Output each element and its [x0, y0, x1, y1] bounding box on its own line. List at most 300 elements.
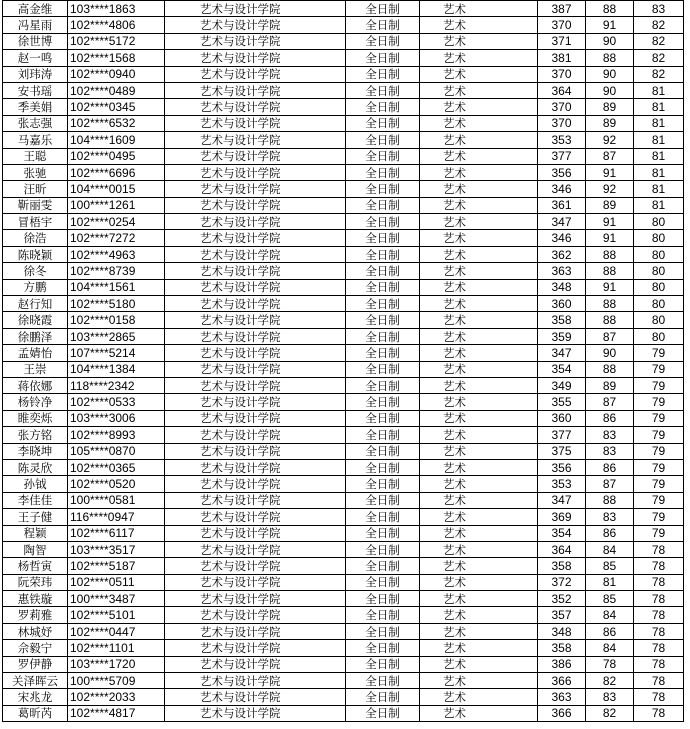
study-mode-cell: 全日制 [346, 50, 420, 66]
table-row [3, 246, 684, 262]
field-cell: 艺术 [420, 705, 538, 721]
score-b-cell: 91 [586, 17, 634, 33]
id-cell: 103****1863 [68, 1, 165, 17]
score-b-cell: 82 [586, 705, 634, 721]
id-cell: 102****0533 [68, 394, 165, 410]
score-c-cell: 81 [634, 132, 684, 148]
table-row [3, 377, 684, 393]
name-cell: 林城妤 [3, 623, 68, 639]
score-c-cell: 80 [634, 214, 684, 230]
score-c-cell: 79 [634, 443, 684, 459]
id-cell: 102****2033 [68, 689, 165, 705]
college-cell: 艺术与设计学院 [165, 66, 346, 82]
field-cell: 艺术 [420, 673, 538, 689]
score-c-cell: 80 [634, 312, 684, 328]
field-cell: 艺术 [420, 296, 538, 312]
table-row [3, 132, 684, 148]
table-row [3, 230, 684, 246]
total-score-cell: 363 [538, 689, 586, 705]
total-score-cell: 347 [538, 214, 586, 230]
name-cell: 冯星雨 [3, 17, 68, 33]
score-c-cell: 81 [634, 181, 684, 197]
study-mode-cell: 全日制 [346, 640, 420, 656]
table-row [3, 82, 684, 98]
score-b-cell: 92 [586, 181, 634, 197]
college-cell: 艺术与设计学院 [165, 164, 346, 180]
college-cell: 艺术与设计学院 [165, 591, 346, 607]
total-score-cell: 369 [538, 509, 586, 525]
score-b-cell: 91 [586, 230, 634, 246]
college-cell: 艺术与设计学院 [165, 656, 346, 672]
study-mode-cell: 全日制 [346, 312, 420, 328]
id-cell: 104****1384 [68, 361, 165, 377]
score-c-cell: 81 [634, 148, 684, 164]
score-b-cell: 90 [586, 82, 634, 98]
study-mode-cell: 全日制 [346, 541, 420, 557]
total-score-cell: 347 [538, 492, 586, 508]
college-cell: 艺术与设计学院 [165, 558, 346, 574]
score-c-cell: 80 [634, 296, 684, 312]
college-cell: 艺术与设计学院 [165, 607, 346, 623]
college-cell: 艺术与设计学院 [165, 82, 346, 98]
field-cell: 艺术 [420, 394, 538, 410]
field-cell: 艺术 [420, 230, 538, 246]
score-c-cell: 78 [634, 574, 684, 590]
field-cell: 艺术 [420, 558, 538, 574]
study-mode-cell: 全日制 [346, 558, 420, 574]
name-cell: 徐浩 [3, 230, 68, 246]
total-score-cell: 371 [538, 33, 586, 49]
study-mode-cell: 全日制 [346, 328, 420, 344]
study-mode-cell: 全日制 [346, 263, 420, 279]
field-cell: 艺术 [420, 181, 538, 197]
study-mode-cell: 全日制 [346, 181, 420, 197]
field-cell: 艺术 [420, 492, 538, 508]
name-cell: 靳丽雯 [3, 197, 68, 213]
field-cell: 艺术 [420, 17, 538, 33]
name-cell: 季美娟 [3, 99, 68, 115]
name-cell: 罗莉雅 [3, 607, 68, 623]
table-row [3, 509, 684, 525]
score-b-cell: 84 [586, 640, 634, 656]
score-b-cell: 88 [586, 361, 634, 377]
score-b-cell: 88 [586, 246, 634, 262]
total-score-cell: 364 [538, 82, 586, 98]
college-cell: 艺术与设计学院 [165, 623, 346, 639]
id-cell: 102****0158 [68, 312, 165, 328]
score-c-cell: 80 [634, 328, 684, 344]
study-mode-cell: 全日制 [346, 279, 420, 295]
study-mode-cell: 全日制 [346, 66, 420, 82]
id-cell: 102****0345 [68, 99, 165, 115]
field-cell: 艺术 [420, 574, 538, 590]
college-cell: 艺术与设计学院 [165, 673, 346, 689]
total-score-cell: 364 [538, 541, 586, 557]
total-score-cell: 346 [538, 230, 586, 246]
id-cell: 118****2342 [68, 377, 165, 393]
name-cell: 陈灵欣 [3, 459, 68, 475]
college-cell: 艺术与设计学院 [165, 33, 346, 49]
score-b-cell: 83 [586, 427, 634, 443]
study-mode-cell: 全日制 [346, 82, 420, 98]
field-cell: 艺术 [420, 476, 538, 492]
table-row [3, 214, 684, 230]
table-row [3, 164, 684, 180]
score-c-cell: 81 [634, 164, 684, 180]
score-b-cell: 87 [586, 394, 634, 410]
name-cell: 杨铃净 [3, 394, 68, 410]
college-cell: 艺术与设计学院 [165, 328, 346, 344]
total-score-cell: 358 [538, 312, 586, 328]
study-mode-cell: 全日制 [346, 394, 420, 410]
score-b-cell: 92 [586, 132, 634, 148]
total-score-cell: 356 [538, 164, 586, 180]
college-cell: 艺术与设计学院 [165, 115, 346, 131]
field-cell: 艺术 [420, 164, 538, 180]
total-score-cell: 355 [538, 394, 586, 410]
name-cell: 李佳佳 [3, 492, 68, 508]
score-b-cell: 90 [586, 345, 634, 361]
total-score-cell: 358 [538, 558, 586, 574]
id-cell: 103****3517 [68, 541, 165, 557]
score-c-cell: 79 [634, 345, 684, 361]
total-score-cell: 359 [538, 328, 586, 344]
field-cell: 艺术 [420, 132, 538, 148]
score-b-cell: 86 [586, 459, 634, 475]
total-score-cell: 357 [538, 607, 586, 623]
study-mode-cell: 全日制 [346, 492, 420, 508]
study-mode-cell: 全日制 [346, 459, 420, 475]
score-b-cell: 89 [586, 115, 634, 131]
score-b-cell: 88 [586, 50, 634, 66]
score-c-cell: 79 [634, 476, 684, 492]
field-cell: 艺术 [420, 525, 538, 541]
id-cell: 100****3487 [68, 591, 165, 607]
id-cell: 102****6696 [68, 164, 165, 180]
table-row [3, 427, 684, 443]
name-cell: 杨哲寅 [3, 558, 68, 574]
college-cell: 艺术与设计学院 [165, 541, 346, 557]
college-cell: 艺术与设计学院 [165, 689, 346, 705]
study-mode-cell: 全日制 [346, 607, 420, 623]
total-score-cell: 353 [538, 132, 586, 148]
college-cell: 艺术与设计学院 [165, 394, 346, 410]
field-cell: 艺术 [420, 689, 538, 705]
college-cell: 艺术与设计学院 [165, 214, 346, 230]
field-cell: 艺术 [420, 410, 538, 426]
score-b-cell: 87 [586, 328, 634, 344]
college-cell: 艺术与设计学院 [165, 574, 346, 590]
field-cell: 艺术 [420, 33, 538, 49]
score-b-cell: 81 [586, 574, 634, 590]
college-cell: 艺术与设计学院 [165, 459, 346, 475]
table-row [3, 705, 684, 721]
score-b-cell: 78 [586, 656, 634, 672]
total-score-cell: 370 [538, 115, 586, 131]
name-cell: 蒋依娜 [3, 377, 68, 393]
total-score-cell: 348 [538, 279, 586, 295]
total-score-cell: 375 [538, 443, 586, 459]
score-b-cell: 88 [586, 296, 634, 312]
field-cell: 艺术 [420, 591, 538, 607]
study-mode-cell: 全日制 [346, 623, 420, 639]
table-row [3, 656, 684, 672]
id-cell: 105****0870 [68, 443, 165, 459]
table-row [3, 148, 684, 164]
id-cell: 103****1720 [68, 656, 165, 672]
study-mode-cell: 全日制 [346, 148, 420, 164]
name-cell: 方鹏 [3, 279, 68, 295]
id-cell: 102****4963 [68, 246, 165, 262]
table-row [3, 33, 684, 49]
total-score-cell: 377 [538, 427, 586, 443]
id-cell: 116****0947 [68, 509, 165, 525]
table-row [3, 476, 684, 492]
score-b-cell: 87 [586, 148, 634, 164]
total-score-cell: 352 [538, 591, 586, 607]
name-cell: 赵一鸣 [3, 50, 68, 66]
score-c-cell: 78 [634, 558, 684, 574]
score-c-cell: 81 [634, 115, 684, 131]
admission-score-table [2, 0, 684, 722]
name-cell: 陈晓颖 [3, 246, 68, 262]
total-score-cell: 354 [538, 361, 586, 377]
id-cell: 102****1101 [68, 640, 165, 656]
id-cell: 103****2865 [68, 328, 165, 344]
college-cell: 艺术与设计学院 [165, 279, 346, 295]
field-cell: 艺术 [420, 312, 538, 328]
study-mode-cell: 全日制 [346, 99, 420, 115]
college-cell: 艺术与设计学院 [165, 181, 346, 197]
study-mode-cell: 全日制 [346, 427, 420, 443]
table-row [3, 345, 684, 361]
study-mode-cell: 全日制 [346, 689, 420, 705]
id-cell: 104****0015 [68, 181, 165, 197]
name-cell: 张志强 [3, 115, 68, 131]
id-cell: 102****5172 [68, 33, 165, 49]
college-cell: 艺术与设计学院 [165, 246, 346, 262]
college-cell: 艺术与设计学院 [165, 148, 346, 164]
study-mode-cell: 全日制 [346, 17, 420, 33]
score-c-cell: 82 [634, 33, 684, 49]
total-score-cell: 372 [538, 574, 586, 590]
name-cell: 徐世博 [3, 33, 68, 49]
field-cell: 艺术 [420, 607, 538, 623]
table-row [3, 50, 684, 66]
total-score-cell: 358 [538, 640, 586, 656]
college-cell: 艺术与设计学院 [165, 705, 346, 721]
table-row [3, 689, 684, 705]
college-cell: 艺术与设计学院 [165, 263, 346, 279]
table-row [3, 312, 684, 328]
score-b-cell: 90 [586, 66, 634, 82]
total-score-cell: 361 [538, 197, 586, 213]
table-row [3, 525, 684, 541]
field-cell: 艺术 [420, 99, 538, 115]
study-mode-cell: 全日制 [346, 443, 420, 459]
name-cell: 王子健 [3, 509, 68, 525]
total-score-cell: 356 [538, 459, 586, 475]
field-cell: 艺术 [420, 656, 538, 672]
id-cell: 102****1568 [68, 50, 165, 66]
table-row [3, 17, 684, 33]
table-row [3, 99, 684, 115]
name-cell: 汪昕 [3, 181, 68, 197]
id-cell: 102****0489 [68, 82, 165, 98]
name-cell: 阮荣玮 [3, 574, 68, 590]
college-cell: 艺术与设计学院 [165, 99, 346, 115]
score-c-cell: 82 [634, 17, 684, 33]
id-cell: 103****3006 [68, 410, 165, 426]
score-c-cell: 78 [634, 656, 684, 672]
score-c-cell: 78 [634, 623, 684, 639]
study-mode-cell: 全日制 [346, 591, 420, 607]
table-row [3, 443, 684, 459]
total-score-cell: 360 [538, 410, 586, 426]
study-mode-cell: 全日制 [346, 33, 420, 49]
table-row [3, 361, 684, 377]
table-row [3, 328, 684, 344]
field-cell: 艺术 [420, 1, 538, 17]
id-cell: 102****8739 [68, 263, 165, 279]
name-cell: 李晓坤 [3, 443, 68, 459]
total-score-cell: 354 [538, 525, 586, 541]
score-c-cell: 78 [634, 591, 684, 607]
college-cell: 艺术与设计学院 [165, 525, 346, 541]
score-c-cell: 79 [634, 361, 684, 377]
total-score-cell: 348 [538, 623, 586, 639]
score-c-cell: 78 [634, 640, 684, 656]
name-cell: 葛昕芮 [3, 705, 68, 721]
table-row [3, 263, 684, 279]
total-score-cell: 349 [538, 377, 586, 393]
field-cell: 艺术 [420, 361, 538, 377]
name-cell: 高金维 [3, 1, 68, 17]
table-row [3, 459, 684, 475]
id-cell: 102****4817 [68, 705, 165, 721]
field-cell: 艺术 [420, 197, 538, 213]
score-c-cell: 80 [634, 230, 684, 246]
score-b-cell: 84 [586, 541, 634, 557]
name-cell: 安书瑶 [3, 82, 68, 98]
college-cell: 艺术与设计学院 [165, 361, 346, 377]
score-b-cell: 84 [586, 607, 634, 623]
score-b-cell: 83 [586, 689, 634, 705]
id-cell: 107****5214 [68, 345, 165, 361]
name-cell: 陶智 [3, 541, 68, 557]
college-cell: 艺术与设计学院 [165, 132, 346, 148]
id-cell: 100****5709 [68, 673, 165, 689]
study-mode-cell: 全日制 [346, 525, 420, 541]
field-cell: 艺术 [420, 82, 538, 98]
id-cell: 102****0495 [68, 148, 165, 164]
field-cell: 艺术 [420, 328, 538, 344]
table-row [3, 574, 684, 590]
college-cell: 艺术与设计学院 [165, 377, 346, 393]
college-cell: 艺术与设计学院 [165, 509, 346, 525]
score-c-cell: 79 [634, 394, 684, 410]
score-c-cell: 81 [634, 82, 684, 98]
field-cell: 艺术 [420, 427, 538, 443]
total-score-cell: 363 [538, 263, 586, 279]
total-score-cell: 353 [538, 476, 586, 492]
score-b-cell: 88 [586, 312, 634, 328]
table-row [3, 279, 684, 295]
name-cell: 冒梧宇 [3, 214, 68, 230]
study-mode-cell: 全日制 [346, 115, 420, 131]
id-cell: 102****4806 [68, 17, 165, 33]
college-cell: 艺术与设计学院 [165, 1, 346, 17]
score-c-cell: 78 [634, 673, 684, 689]
name-cell: 惠铁璇 [3, 591, 68, 607]
score-b-cell: 91 [586, 164, 634, 180]
study-mode-cell: 全日制 [346, 132, 420, 148]
college-cell: 艺术与设计学院 [165, 476, 346, 492]
name-cell: 赵行知 [3, 296, 68, 312]
score-b-cell: 83 [586, 509, 634, 525]
score-b-cell: 89 [586, 99, 634, 115]
total-score-cell: 347 [538, 345, 586, 361]
study-mode-cell: 全日制 [346, 230, 420, 246]
study-mode-cell: 全日制 [346, 361, 420, 377]
field-cell: 艺术 [420, 443, 538, 459]
id-cell: 102****0940 [68, 66, 165, 82]
name-cell: 关泽晖云 [3, 673, 68, 689]
score-c-cell: 81 [634, 197, 684, 213]
study-mode-cell: 全日制 [346, 377, 420, 393]
college-cell: 艺术与设计学院 [165, 640, 346, 656]
name-cell: 罗伊静 [3, 656, 68, 672]
score-b-cell: 88 [586, 1, 634, 17]
study-mode-cell: 全日制 [346, 345, 420, 361]
field-cell: 艺术 [420, 640, 538, 656]
name-cell: 张方铭 [3, 427, 68, 443]
score-b-cell: 82 [586, 673, 634, 689]
field-cell: 艺术 [420, 623, 538, 639]
total-score-cell: 366 [538, 705, 586, 721]
field-cell: 艺术 [420, 115, 538, 131]
score-b-cell: 86 [586, 623, 634, 639]
field-cell: 艺术 [420, 279, 538, 295]
score-c-cell: 82 [634, 50, 684, 66]
id-cell: 102****6532 [68, 115, 165, 131]
study-mode-cell: 全日制 [346, 164, 420, 180]
name-cell: 孟婧怡 [3, 345, 68, 361]
id-cell: 102****5180 [68, 296, 165, 312]
table-row [3, 591, 684, 607]
score-c-cell: 78 [634, 689, 684, 705]
college-cell: 艺术与设计学院 [165, 427, 346, 443]
name-cell: 徐鹏泽 [3, 328, 68, 344]
name-cell: 佘毅宁 [3, 640, 68, 656]
table-row [3, 410, 684, 426]
id-cell: 102****7272 [68, 230, 165, 246]
college-cell: 艺术与设计学院 [165, 492, 346, 508]
table-body [3, 1, 684, 722]
total-score-cell: 366 [538, 673, 586, 689]
total-score-cell: 381 [538, 50, 586, 66]
table-row [3, 607, 684, 623]
field-cell: 艺术 [420, 541, 538, 557]
score-c-cell: 79 [634, 525, 684, 541]
score-c-cell: 82 [634, 66, 684, 82]
score-c-cell: 79 [634, 492, 684, 508]
name-cell: 刘玮涛 [3, 66, 68, 82]
name-cell: 徐晓霞 [3, 312, 68, 328]
score-b-cell: 91 [586, 214, 634, 230]
score-c-cell: 78 [634, 541, 684, 557]
college-cell: 艺术与设计学院 [165, 443, 346, 459]
